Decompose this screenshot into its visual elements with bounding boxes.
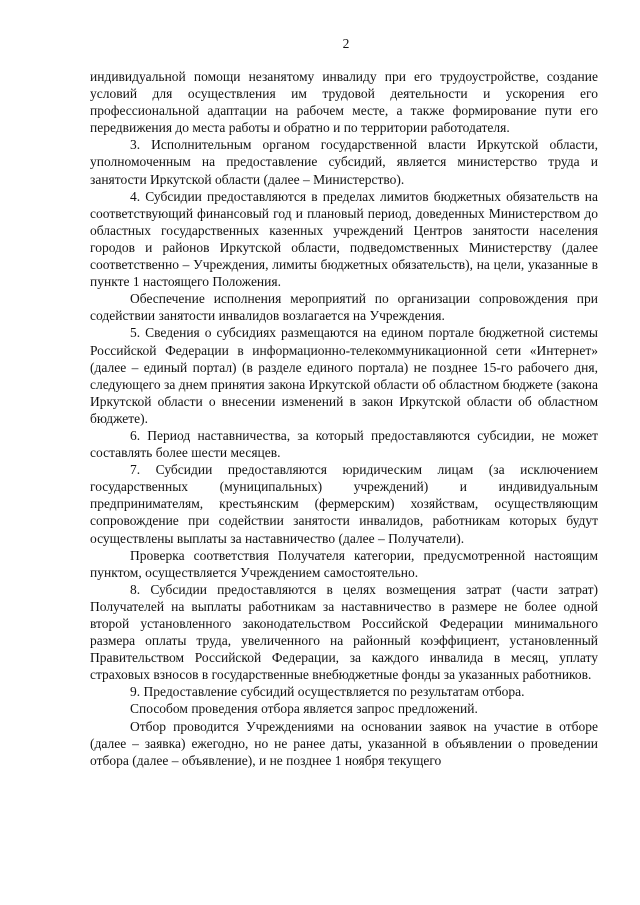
paragraph-item-9-selection: Отбор проводится Учреждениями на основании заявок на участие в отборе (далее – заявка) ежегодно, но не ранее даты, указанной в объявлении о проведении отбора (далее – объявление), и не позднее 1 ноября текущего bbox=[90, 718, 598, 768]
paragraph-item-7: 7. Субсидии предоставляются юридическим лицам (за исключением государственных (муниципальных) учреждений) и индивидуальным предпринимателям, крестьянским (фермерским) хозяйствам, осуществляющим сопровождение при содействии занятости инвалидов, работникам которых будут осуществлены выплаты за наставничество (далее – Получатели). bbox=[90, 462, 598, 546]
paragraph-continuation: индивидуальной помощи незанятому инвалиду при его трудоустройстве, создание условий для осуществления им трудовой деятельности и ускорения его профессиональной адаптации на рабочем месте, а также формирование пути его передвижения до места работы и обратно и по территории работодателя. bbox=[90, 69, 598, 136]
paragraph-item-6: 6. Период наставничества, за который предоставляются субсидии, не может составлять более шести месяцев. bbox=[90, 427, 598, 461]
document-body bbox=[90, 68, 598, 769]
page-number: 2 bbox=[342, 36, 350, 51]
paragraph-item-7-note: Проверка соответствия Получателя категории, предусмотренной настоящим пунктом, осуществляется Учреждением самостоятельно. bbox=[90, 547, 598, 580]
paragraph-item-8: 8. Субсидии предоставляются в целях возмещения затрат (части затрат) Получателей на выплаты работникам за наставничество в размере не более одной второй установленного законодательством Российской Федерации минимального размера оплаты труда, увеличенного на районный коэффициент, установленный Правительством Российской Федерации, за каждого инвалида в месяц, уплату страховых взносов в государственные внебюджетные фонды за указанных работников. bbox=[90, 581, 598, 683]
paragraph-item-9-method: Способом проведения отбора является запрос предложений. bbox=[130, 701, 478, 717]
paragraph-item-3: 3. Исполнительным органом государственной власти Иркутской области, уполномоченным на предоставление субсидий, является министерство труда и занятости Иркутской области (далее – Министерство). bbox=[90, 137, 598, 187]
paragraph-item-5: 5. Сведения о субсидиях размещаются на едином портале бюджетной системы Российской Федерации в информационно-телекоммуникационной сети «Интернет» (далее – единый портал) (в разделе единого портала) не позднее 15-го рабочего дня, следующего за днем принятия закона Иркутской области об областном бюджете (закона Иркутской области о внесении изменений в закон Иркутской области об областном бюджете). bbox=[90, 325, 598, 426]
paragraph-item-4: 4. Субсидии предоставляются в пределах лимитов бюджетных обязательств на соответствующий финансовый год и плановый период, доведенных Министерством до областных государственных казенных учреждений Центров занятости населения городов и районов Иркутской области, подведомственных Министерству (далее соответственно – Учреждения, лимиты бюджетных обязательств), на цели, указанные в пункте 1 настоящего Положения. bbox=[90, 188, 598, 290]
paragraph-item-4-note: Обеспечение исполнения мероприятий по организации сопровождения при содействии занятости инвалидов возлагается на Учреждения. bbox=[90, 291, 598, 324]
paragraph-item-9: 9. Предоставление субсидий осуществляется по результатам отбора. bbox=[130, 684, 525, 700]
